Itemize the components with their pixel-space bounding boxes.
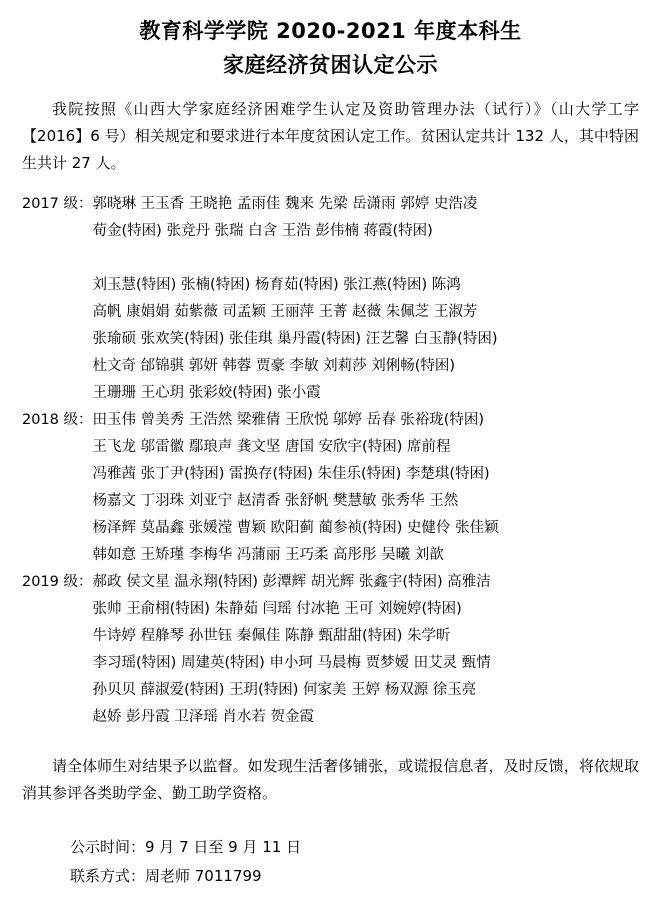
grade-name-lines — [93, 407, 639, 569]
contact-info: 联系方式：周老师 7011799 — [70, 867, 262, 885]
name-line: 王珊珊 王心玥 张彩姣(特困) 张小霞 — [92, 385, 321, 401]
name-line: 冯雅茜 张丁尹(特困) 雷换存(特困) 朱佳乐(特困) 李楚琪(特困) — [92, 466, 490, 482]
name-line: 张瑜硕 张欢笑(特困) 张佳琪 巢丹霞(特困) 汪艺馨 白玉静(特困) — [92, 331, 498, 347]
name-line: 李习瑶(特困) 周建英(特困) 申小珂 马晨梅 贾梦嫒 田艾灵 甄情 — [92, 655, 491, 671]
grade-group-2017 — [22, 191, 639, 407]
name-line: 杜文奇 邰锦骐 郭妍 韩蓉 贾豪 李敏 刘莉莎 刘俐畅(特困) — [92, 358, 456, 374]
name-line: 孙贝贝 薛淑爱(特困) 王玥(特困) 何家美 王婷 杨双源 徐玉亮 — [92, 682, 477, 698]
grade-name-lines — [93, 569, 639, 731]
grade-label: 2017 级： — [22, 196, 93, 212]
grade-group-2019 — [22, 569, 639, 731]
name-line: 荀金(特困) 张竞丹 张瑞 白含 王浩 彭伟楠 蒋霞(特困) — [92, 223, 433, 239]
closing-paragraph: 请全体师生对结果予以监督。如发现生活奢侈铺张，或谎报信息者，及时反馈，将依规取消其参评各类助学金、勤工助学资格。 — [22, 757, 639, 802]
name-line: 刘玉慧(特困) 张楠(特困) 杨育茹(特困) 张江燕(特困) 陈鸿 — [92, 277, 461, 293]
title-line-2: 家庭经济贫困认定公示 — [223, 53, 438, 77]
intro-paragraph: 我院按照《山西大学家庭经济困难学生认定及资助管理办法（试行）》（山大学工字【2016】6 号）相关规定和要求进行本年度贫困认定工作。贫困认定共计 132 人，其中特困生共计 27 人。 — [22, 100, 639, 172]
page-title — [22, 14, 639, 82]
name-line: 牛诗婷 程艂琴 孙世钰 秦佩佳 陈静 甄甜甜(特困) 朱学昕 — [92, 628, 451, 644]
name-line: 张帅 王俞栩(特困) 朱静茹 闫瑶 付冰艳 王可 刘婉婷(特困) — [92, 601, 462, 617]
name-line: 杨泽辉 莫晶鑫 张媛滢 曹颖 欧阳蓟 蔺参祯(特困) 史健伶 张佳颖 — [92, 520, 499, 536]
grade-label: 2018 级： — [22, 412, 93, 428]
grade-label: 2019 级： — [22, 574, 93, 590]
publicity-time: 公示时间：9 月 7 日至 9 月 11 日 — [70, 838, 302, 856]
document-footer — [22, 753, 639, 891]
grade-group-2018 — [22, 407, 639, 569]
name-line: 杨嘉文 丁羽珠 刘亚宁 赵清香 张舒帆 樊慧敏 张秀华 王然 — [92, 493, 459, 509]
name-line: 田玉伟 曾美秀 王浩然 梁雅倩 王欣悦 邬婷 岳春 张裕珑(特困) — [92, 412, 485, 428]
name-line: 高帆 康娟娟 茹紫薇 司孟颖 王丽萍 王菁 赵薇 朱佩芝 王淑芳 — [92, 304, 478, 320]
title-line-1: 教育科学学院 2020-2021 年度本科生 — [139, 19, 522, 43]
signoff-block — [22, 833, 639, 891]
name-line: 王飞龙 邬雷徽 鄢琅声 龚文坚 唐国 安欣宇(特困) 席前程 — [92, 439, 451, 455]
name-line: 韩如意 王矫瑾 李梅华 冯蒲丽 王巧柔 高彤彤 吴曦 刘歆 — [92, 547, 444, 563]
name-line: 郝政 侯文星 温永翔(特困) 彭潭辉 胡光辉 张鑫宇(特困) 高雅洁 — [92, 574, 491, 590]
blank-line — [93, 245, 639, 272]
grade-name-lines — [93, 191, 639, 407]
name-line: 赵娇 彭丹霞 卫泽瑶 肖水若 贺金霞 — [92, 709, 314, 725]
student-roster — [22, 191, 639, 731]
name-line: 郭晓琳 王玉香 王晓艳 孟雨佳 魏来 先梁 岳潇雨 郭婷 史浩凌 — [92, 196, 478, 212]
